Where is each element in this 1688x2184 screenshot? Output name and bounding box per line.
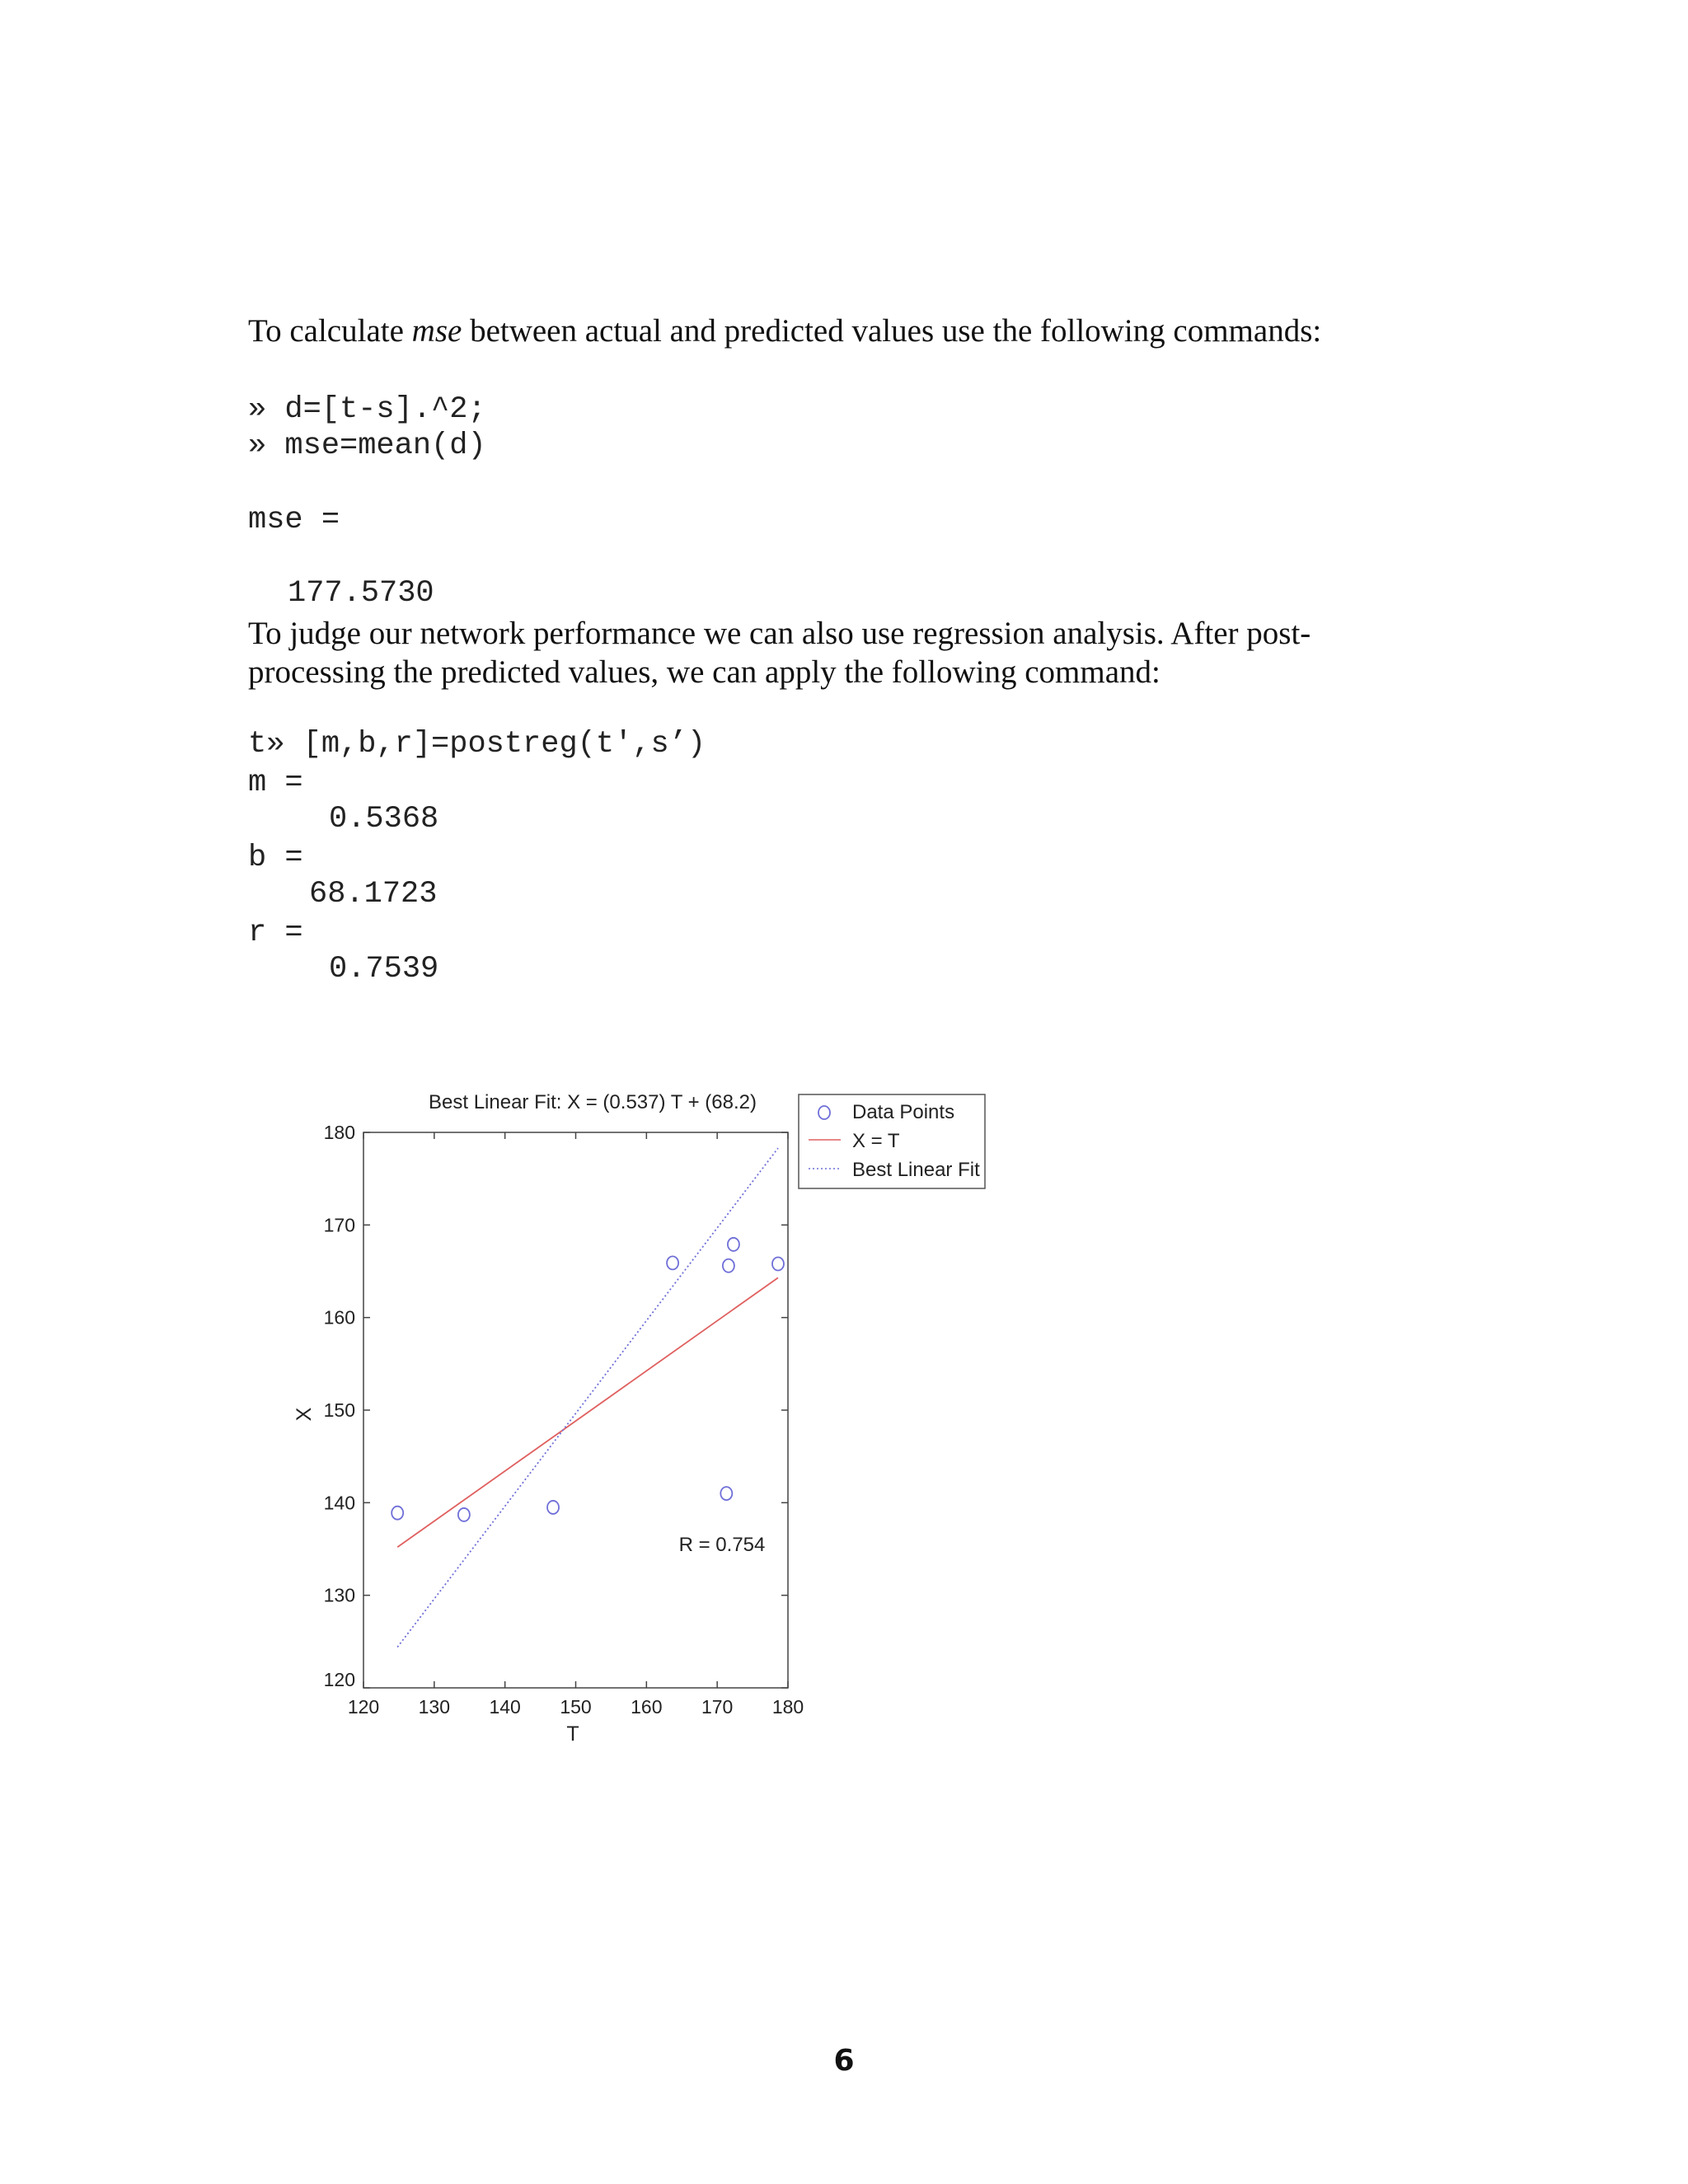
data-point-marker xyxy=(728,1238,739,1251)
best-linear-fit-line xyxy=(397,1148,778,1647)
chart-legend xyxy=(799,1094,985,1188)
m-value: 0.5368 xyxy=(329,802,439,837)
m-label: m = xyxy=(248,766,303,800)
y-tick-label: 140 xyxy=(323,1492,355,1514)
y-tick-label: 150 xyxy=(323,1399,355,1421)
data-point-marker xyxy=(392,1507,403,1520)
y-tick-label: 130 xyxy=(323,1584,355,1606)
data-point-marker xyxy=(723,1259,734,1272)
page-number: 6 xyxy=(833,2044,855,2078)
x-tick-label: 140 xyxy=(489,1696,521,1718)
regression-paragraph-line-1: To judge our network performance we can also use regression analysis. After post- xyxy=(248,616,1311,651)
data-point-marker xyxy=(667,1256,678,1269)
regression-paragraph-line-2: processing the predicted values, we can apply the following command: xyxy=(248,654,1160,690)
legend-entry-label: Best Linear Fit xyxy=(852,1159,980,1181)
legend-entry-label: Data Points xyxy=(852,1101,955,1123)
data-points xyxy=(392,1238,784,1521)
x-tick-label: 130 xyxy=(418,1696,451,1718)
data-point-marker xyxy=(547,1501,559,1514)
b-label: b = xyxy=(248,841,303,875)
data-point-marker xyxy=(458,1508,470,1521)
mse-output-label: mse = xyxy=(248,503,340,537)
r-label: r = xyxy=(248,916,303,950)
postreg-command: t» [m,b,r]=postreg(t',s’) xyxy=(248,727,706,762)
y-axis-label: X xyxy=(293,1407,316,1422)
y-tick-label: 170 xyxy=(323,1214,355,1236)
data-point-marker xyxy=(720,1487,732,1500)
data-point-marker xyxy=(772,1258,784,1271)
x-equals-t-line xyxy=(397,1277,778,1547)
mse-output-value: 177.5730 xyxy=(288,576,434,611)
series-lines xyxy=(397,1148,778,1647)
y-tick-label: 180 xyxy=(323,1122,355,1143)
x-axis-label: T xyxy=(566,1722,579,1746)
mse-command-line-2: » mse=mean(d) xyxy=(248,429,486,463)
r-value-annotation: R = 0.754 xyxy=(678,1534,766,1556)
x-tick-label: 170 xyxy=(701,1696,734,1718)
x-tick-label: 120 xyxy=(347,1696,380,1718)
y-tick-label: 120 xyxy=(323,1669,355,1690)
x-tick-label: 180 xyxy=(771,1696,804,1718)
y-tick-label: 160 xyxy=(323,1306,355,1329)
intro-emphasis-mse: mse xyxy=(411,313,462,349)
plot-area xyxy=(363,1132,788,1688)
legend-entry-label: X = T xyxy=(852,1130,900,1152)
r-value: 0.7539 xyxy=(329,952,439,987)
plot-frame xyxy=(363,1132,788,1688)
b-value: 68.1723 xyxy=(309,877,438,912)
mse-command-line-1: » d=[t-s].^2; xyxy=(248,392,486,427)
x-tick-label: 160 xyxy=(631,1696,663,1718)
intro-text-before: To calculate xyxy=(248,313,412,349)
x-tick-label: 150 xyxy=(560,1696,592,1718)
intro-text-after: between actual and predicted values use the following commands: xyxy=(462,313,1322,349)
axis-ticks xyxy=(324,1122,804,1718)
chart-title: Best Linear Fit: X = (0.537) T + (68.2) xyxy=(429,1091,757,1113)
